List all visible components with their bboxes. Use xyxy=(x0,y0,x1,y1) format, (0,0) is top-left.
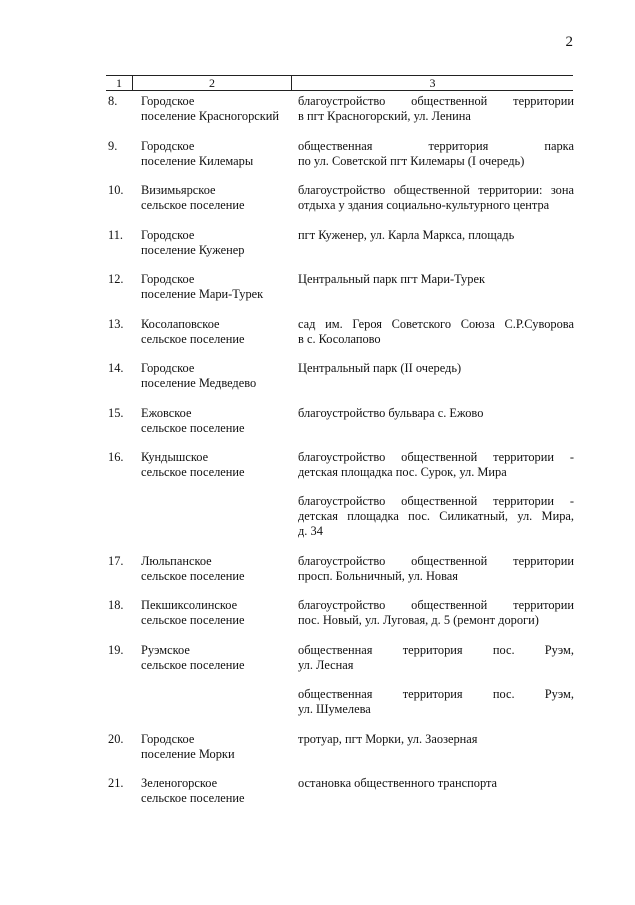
settlement-name xyxy=(141,361,281,391)
settlement-name-line: Городское xyxy=(141,272,195,286)
description-block xyxy=(298,598,574,628)
description-line: благоустройство общественной территории - xyxy=(298,450,574,464)
column-header-2: 2 xyxy=(209,76,215,90)
description-line: сад им. Героя Советского Союза С.Р.Суворова xyxy=(298,317,574,331)
territory-description xyxy=(298,450,574,539)
settlement-name xyxy=(141,598,281,628)
row-number: 18. xyxy=(108,598,124,612)
description-line: остановка общественного транспорта xyxy=(298,776,498,790)
settlement-name-line: Визимьярское xyxy=(141,183,216,197)
settlement-name-line: сельское поселение xyxy=(141,421,245,435)
settlement-name-line: поселение Куженер xyxy=(141,243,245,257)
territory-description xyxy=(298,776,574,791)
description-block xyxy=(298,406,574,421)
description-line: общественная территория пос. Руэм, xyxy=(298,643,574,657)
row-number: 21. xyxy=(108,776,124,790)
description-line: ул. Лесная xyxy=(298,658,354,672)
row-number: 13. xyxy=(108,317,124,331)
settlement-name-line: поселение Мари-Турек xyxy=(141,287,264,301)
row-number: 11. xyxy=(108,228,124,242)
settlement-name-line: Городское xyxy=(141,732,195,746)
settlement-name-line: Пекшиксолинское xyxy=(141,598,238,612)
row-number: 12. xyxy=(108,272,124,286)
settlement-name-line: Люльпанское xyxy=(141,554,212,568)
settlement-name xyxy=(141,732,281,762)
row-number: 20. xyxy=(108,732,124,746)
description-block xyxy=(298,732,574,747)
territory-description xyxy=(298,361,574,376)
description-block xyxy=(298,494,574,539)
description-line: общественная территория пос. Руэм, xyxy=(298,687,574,701)
description-line: общественная территория парка xyxy=(298,139,574,153)
description-block xyxy=(298,183,574,213)
description-line: просп. Больничный, ул. Новая xyxy=(298,569,458,583)
column-header-1: 1 xyxy=(116,76,122,90)
settlement-name-line: сельское поселение xyxy=(141,198,245,212)
row-number: 16. xyxy=(108,450,124,464)
description-block xyxy=(298,139,574,169)
description-line: Центральный парк пгт Мари-Турек xyxy=(298,272,485,286)
settlement-name-line: Руэмское xyxy=(141,643,190,657)
description-line: благоустройство общественной территории - xyxy=(298,494,574,508)
settlement-name xyxy=(141,406,281,436)
settlement-name-line: Городское xyxy=(141,228,195,242)
description-line: детская площадка пос. Сурок, ул. Мира xyxy=(298,465,507,479)
description-line: д. 34 xyxy=(298,524,323,538)
settlement-name-line: сельское поселение xyxy=(141,332,245,346)
description-block xyxy=(298,228,574,243)
description-block xyxy=(298,317,574,347)
page-number: 2 xyxy=(565,34,573,50)
settlement-name xyxy=(141,643,281,673)
settlement-name-line: Кундышское xyxy=(141,450,209,464)
settlement-name-line: сельское поселение xyxy=(141,613,245,627)
description-block xyxy=(298,94,574,124)
settlement-name-line: Городское xyxy=(141,94,195,108)
row-number: 19. xyxy=(108,643,124,657)
territory-description xyxy=(298,94,574,124)
description-line: пос. Новый, ул. Луговая, д. 5 (ремонт дороги) xyxy=(298,613,539,627)
description-line: благоустройство общественной территории xyxy=(298,94,574,108)
settlement-name-line: поселение Медведево xyxy=(141,376,257,390)
settlement-name-line: Ежовское xyxy=(141,406,192,420)
territory-description xyxy=(298,228,574,243)
description-line: ул. Шумелева xyxy=(298,702,371,716)
description-block xyxy=(298,687,574,717)
row-number: 15. xyxy=(108,406,124,420)
description-line: Центральный парк (II очередь) xyxy=(298,361,462,375)
description-line: благоустройство бульвара с. Ежово xyxy=(298,406,484,420)
description-block xyxy=(298,643,574,673)
description-block xyxy=(298,776,574,791)
description-line: тротуар, пгт Морки, ул. Заозерная xyxy=(298,732,478,746)
settlement-name-line: поселение Килемары xyxy=(141,154,254,168)
settlement-name-line: поселение Морки xyxy=(141,747,235,761)
settlement-name-line: Городское xyxy=(141,139,195,153)
description-line: благоустройство общественной территории xyxy=(298,598,574,612)
settlement-name xyxy=(141,776,281,806)
description-block xyxy=(298,554,574,584)
description-line: отдыха у здания социально-культурного центра xyxy=(298,198,550,212)
territory-description xyxy=(298,732,574,747)
territory-description xyxy=(298,317,574,347)
row-number: 10. xyxy=(108,183,124,197)
settlement-name-line: Косолаповское xyxy=(141,317,220,331)
territory-description xyxy=(298,643,574,717)
settlement-name xyxy=(141,272,281,302)
settlement-name-line: сельское поселение xyxy=(141,569,245,583)
description-line: благоустройство общественной территории: зона xyxy=(298,183,574,197)
settlement-name xyxy=(141,554,281,584)
description-line: детская площадка пос. Силикатный, ул. Мира, xyxy=(298,509,574,523)
description-line: в с. Косолапово xyxy=(298,332,381,346)
row-number: 17. xyxy=(108,554,124,568)
row-number: 14. xyxy=(108,361,124,375)
settlement-name xyxy=(141,94,281,124)
description-block xyxy=(298,450,574,480)
territory-description xyxy=(298,406,574,421)
row-number: 8. xyxy=(108,94,118,108)
settlement-name xyxy=(141,317,281,347)
description-line: в пгт Красногорский, ул. Ленина xyxy=(298,109,471,123)
table-header xyxy=(106,75,573,91)
settlement-name xyxy=(141,450,281,480)
settlement-name-line: сельское поселение xyxy=(141,658,245,672)
description-block xyxy=(298,272,574,287)
settlement-name xyxy=(141,228,281,258)
settlement-name-line: сельское поселение xyxy=(141,465,245,479)
settlement-name-line: поселение Красногорский xyxy=(141,109,280,123)
description-line: по ул. Советской пгт Килемары (I очередь) xyxy=(298,154,525,168)
settlement-name-line: сельское поселение xyxy=(141,791,245,805)
settlement-name-line: Городское xyxy=(141,361,195,375)
territory-description xyxy=(298,139,574,169)
territory-description xyxy=(298,183,574,213)
description-line: благоустройство общественной территории xyxy=(298,554,574,568)
column-header-3: 3 xyxy=(429,76,436,90)
description-line: пгт Куженер, ул. Карла Маркса, площадь xyxy=(298,228,515,242)
settlement-name xyxy=(141,183,281,213)
description-block xyxy=(298,361,574,376)
territory-description xyxy=(298,272,574,287)
settlement-name xyxy=(141,139,281,169)
territory-description xyxy=(298,554,574,584)
row-number: 9. xyxy=(108,139,118,153)
settlement-name-line: Зеленогорское xyxy=(141,776,218,790)
territory-description xyxy=(298,598,574,628)
